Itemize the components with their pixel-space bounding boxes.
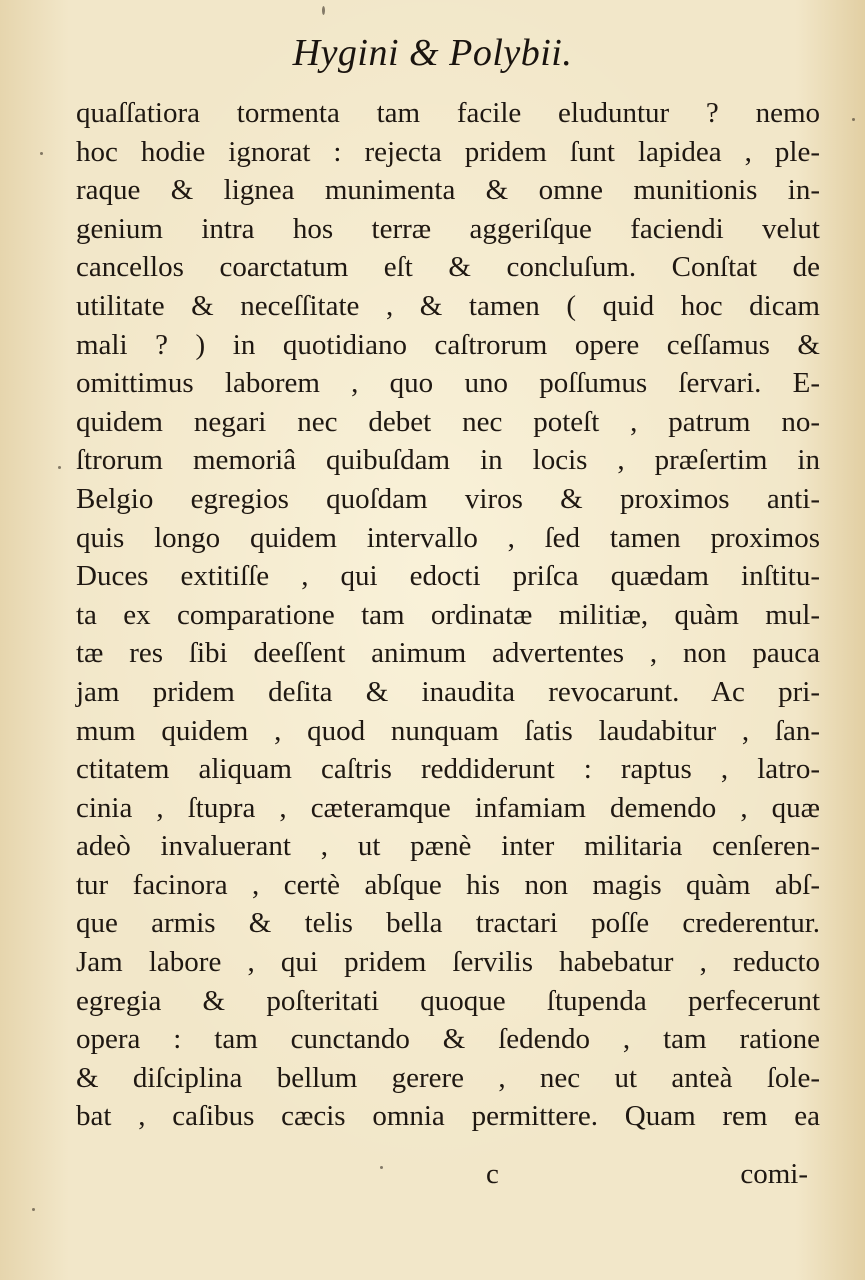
catchword: comi- <box>740 1158 808 1190</box>
text-line: opera : tam cunctando & ſedendo , tam ratione <box>76 1023 820 1056</box>
ink-speck <box>380 1166 383 1169</box>
page-footer <box>76 1154 820 1194</box>
text-line: ctitatem aliquam caſtris reddiderunt : raptus , latro- <box>76 753 820 786</box>
ink-speck <box>32 1208 35 1211</box>
text-line: que armis & telis bella tractari poſſe crederentur. <box>76 907 820 940</box>
text-line: tæ res ſibi deeſſent animum advertentes , non pauca <box>76 637 820 670</box>
text-line: bat , caſibus cæcis omnia permittere. Quam rem ea <box>76 1100 820 1133</box>
text-line: omittimus laborem , quo uno poſſumus ſervari. E- <box>76 367 820 400</box>
text-line: mum quidem , quod nunquam ſatis laudabitur , ſan- <box>76 714 820 747</box>
running-head: Hygini & Polybii. <box>292 32 573 74</box>
text-line: hoc hodie ignorat : rejecta pridem ſunt lapidea , ple- <box>76 135 820 168</box>
body-text <box>76 94 820 1136</box>
text-line: ta ex comparatione tam ordinatæ militiæ, quàm mul- <box>76 598 820 631</box>
text-line: quidem negari nec debet nec poteſt , patrum no- <box>76 405 820 438</box>
text-line: Duces extitiſſe , qui edocti priſca quædam inſtitu- <box>76 560 820 593</box>
text-line: utilitate & neceſſitate , & tamen ( quid hoc dicam <box>76 289 820 322</box>
signature-mark: c <box>486 1158 499 1190</box>
text-line: raque & lignea munimenta & omne munitionis in- <box>76 174 820 207</box>
text-line: adeò invaluerant , ut pænè inter militaria cenſeren- <box>76 830 820 863</box>
text-line: quaſſatiora tormenta tam facile eluduntur ? nemo <box>76 97 820 129</box>
text-line: & diſciplina bellum gerere , nec ut anteà ſole- <box>76 1061 820 1094</box>
text-line: mali ? ) in quotidiano caſtrorum opere ceſſamus & <box>76 328 820 361</box>
text-line: jam pridem deſita & inaudita revocarunt. Ac pri- <box>76 675 820 708</box>
ink-speck <box>58 466 61 469</box>
text-line: Jam labore , qui pridem ſervilis habebatur , reducto <box>76 946 820 979</box>
ink-speck <box>852 118 855 121</box>
text-line: genium intra hos terræ aggeriſque faciendi velut <box>76 212 820 245</box>
text-line: ſtrorum memoriâ quibuſdam in locis , præſertim in <box>76 444 820 477</box>
ink-speck <box>322 6 325 15</box>
text-line: Belgio egregios quoſdam viros & proximos anti- <box>76 482 820 515</box>
text-line: cancellos coarctatum eſt & concluſum. Conſtat de <box>76 251 820 284</box>
ink-speck <box>40 152 43 155</box>
text-line: quis longo quidem intervallo , ſed tamen proximos <box>76 521 820 554</box>
text-line: egregia & poſteritati quoque ſtupenda perfecerunt <box>76 984 820 1017</box>
text-line: cinia , ſtupra , cæteramque infamiam demendo , quæ <box>76 791 820 824</box>
text-line: tur facinora , certè abſque his non magis quàm abſ- <box>76 868 820 901</box>
